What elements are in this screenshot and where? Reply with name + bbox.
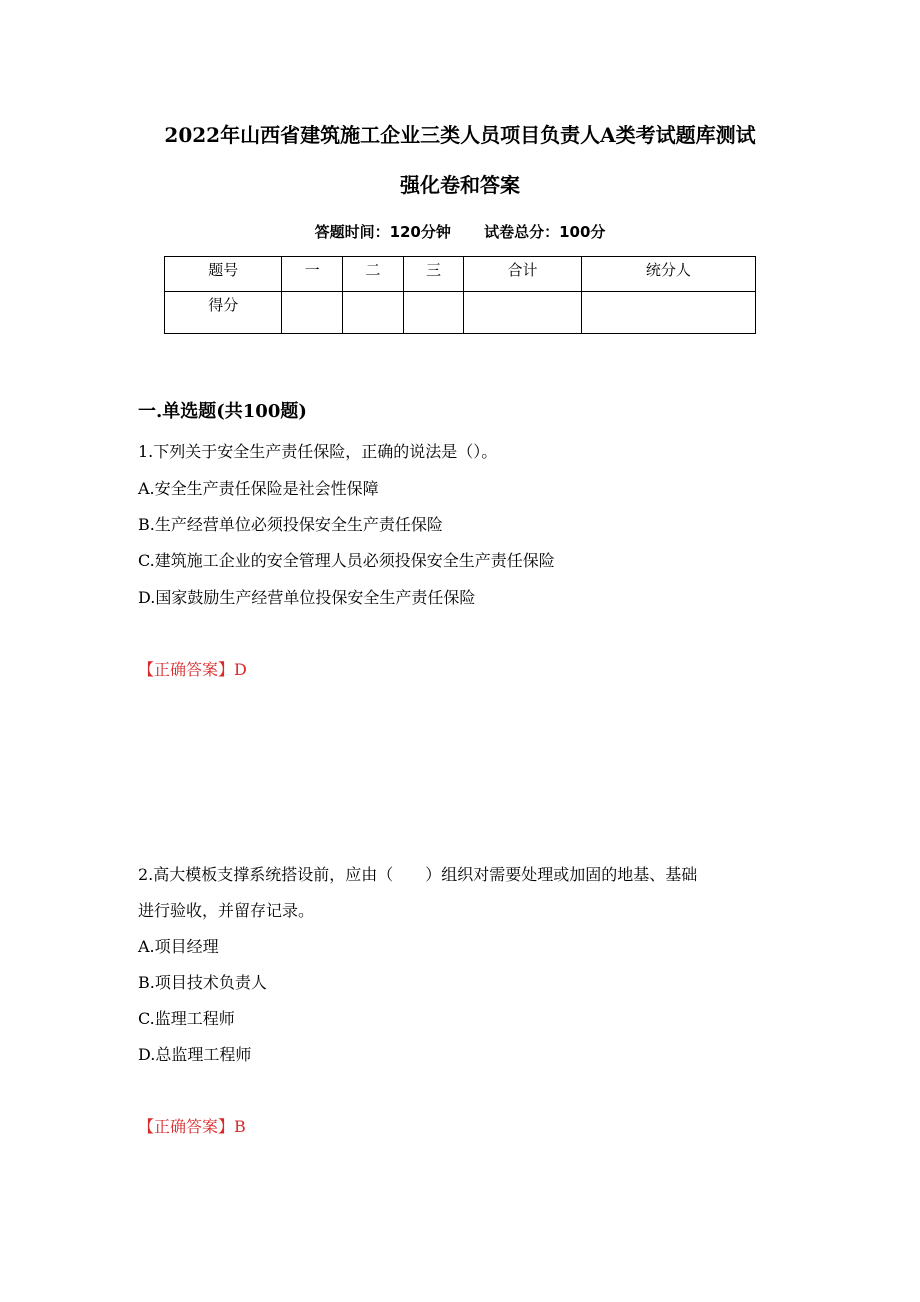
question-2-option-d: D.总监理工程师 — [138, 1045, 252, 1064]
score-table-header: 二 — [343, 257, 404, 292]
question-2-option-a: A.项目经理 — [138, 937, 219, 956]
document-title-line2: 强化卷和答案 — [400, 173, 520, 197]
question-2-option-b: B.项目技术负责人 — [138, 973, 267, 992]
exam-total-score: 试卷总分：100分 — [484, 223, 606, 241]
question-1-option-c: C.建筑施工企业的安全管理人员必须投保安全生产责任保险 — [138, 551, 555, 570]
score-cell — [282, 292, 343, 334]
score-table-header: 三 — [403, 257, 464, 292]
question-2-stem-line1: 2.高大模板支撑系统搭设前，应由（ ）组织对需要处理或加固的地基、基础 — [138, 865, 698, 884]
score-table-header-row — [165, 257, 756, 292]
question-2-answer: 【正确答案】B — [138, 1117, 246, 1136]
score-cell — [343, 292, 404, 334]
question-1-option-a: A.安全生产责任保险是社会性保障 — [138, 479, 379, 498]
score-row-label: 得分 — [165, 292, 282, 334]
score-table-header: 题号 — [165, 257, 282, 292]
question-2-option-c: C.监理工程师 — [138, 1009, 235, 1028]
score-table — [164, 256, 756, 334]
score-table-header: 合计 — [464, 257, 581, 292]
document-title-line1: 2022年山西省建筑施工企业三类人员项目负责人A类考试题库测试 — [164, 123, 756, 147]
score-table-score-row — [165, 292, 756, 334]
question-1-option-d: D.国家鼓励生产经营单位投保安全生产责任保险 — [138, 588, 476, 607]
score-cell — [464, 292, 581, 334]
section-heading: 一.单选题(共100题) — [138, 401, 307, 422]
score-cell — [403, 292, 464, 334]
question-1-stem: 1.下列关于安全生产责任保险，正确的说法是（）。 — [138, 442, 498, 461]
exam-time: 答题时间：120分钟 — [314, 223, 451, 241]
score-table-header: 一 — [282, 257, 343, 292]
question-1-answer: 【正确答案】D — [138, 660, 247, 679]
exam-meta — [0, 221, 920, 242]
score-cell — [581, 292, 755, 334]
score-table-header: 统分人 — [581, 257, 755, 292]
question-1-option-b: B.生产经营单位必须投保安全生产责任保险 — [138, 515, 443, 534]
question-2-stem-line2: 进行验收，并留存记录。 — [138, 901, 315, 920]
